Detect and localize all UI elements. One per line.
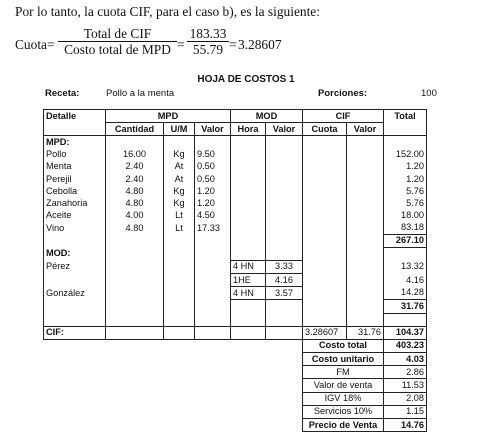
mpd-um: At	[164, 173, 195, 185]
cell-blank	[266, 149, 303, 161]
cell-blank	[347, 149, 384, 161]
mpd-cantidad: 16.00	[106, 149, 164, 161]
cell-blank	[303, 197, 347, 209]
mod-valor: 4.16	[266, 273, 303, 286]
cell-blank	[266, 222, 303, 235]
cell-blank	[231, 300, 266, 313]
cell-blank	[303, 234, 347, 247]
cell-empty	[44, 366, 303, 379]
header-detalle: Detalle	[44, 110, 106, 123]
cost-sheet-table	[43, 109, 427, 432]
summary-label: Precio de Venta	[303, 419, 384, 432]
cell-empty	[44, 392, 303, 405]
table-row	[44, 185, 427, 197]
cell-blank	[266, 326, 303, 339]
mpd-subtotal-row	[44, 234, 427, 247]
cell-blank	[266, 248, 303, 261]
formula-fraction-text	[58, 26, 177, 57]
cell-blank	[303, 210, 347, 222]
mpd-cantidad: 4.00	[106, 210, 164, 222]
cell-blank	[231, 210, 266, 222]
cell-blank	[384, 136, 427, 149]
cell-blank	[303, 273, 347, 286]
mod-total: 14.28	[384, 287, 427, 300]
summary-value: 2.86	[384, 366, 427, 379]
cell-blank	[266, 313, 303, 326]
mpd-total: 18.00	[384, 210, 427, 222]
cell-blank	[303, 248, 347, 261]
cif-section-label: CIF:	[44, 326, 106, 339]
mod-total: 13.32	[384, 260, 427, 273]
subheader-mod-valor: Valor	[266, 123, 303, 136]
summary-label: Costo total	[303, 339, 384, 352]
cell-blank	[231, 173, 266, 185]
table-row	[44, 273, 427, 286]
subheader-cantidad: Cantidad	[106, 123, 164, 136]
cell-empty	[44, 405, 303, 418]
summary-label: Costo unitario	[303, 353, 384, 366]
cell-blank	[164, 273, 195, 286]
cell-blank	[195, 300, 231, 313]
blank-row	[44, 313, 427, 326]
mpd-total: 1.20	[384, 173, 427, 185]
mpd-um: Kg	[164, 149, 195, 161]
header-cif: CIF	[303, 110, 384, 123]
header-row-sub	[44, 123, 427, 136]
mod-hora: 4 HN	[231, 287, 266, 300]
formula-fraction-values	[187, 26, 229, 57]
mod-subtotal: 31.76	[384, 300, 427, 313]
summary-value: 11.53	[384, 379, 427, 392]
intro-text: Por lo tanto, la cuota CIF, para el caso b), es la siguiente:	[15, 4, 320, 19]
mpd-total: 5.76	[384, 197, 427, 209]
cell-blank	[195, 234, 231, 247]
cell-blank	[106, 248, 164, 261]
formula-denominator-value: 55.79	[192, 42, 224, 57]
summary-row	[44, 339, 427, 352]
subheader-cif-valor: Valor	[347, 123, 384, 136]
cell-blank	[347, 287, 384, 300]
cell-blank	[303, 260, 347, 273]
cell-blank	[106, 326, 164, 339]
summary-row	[44, 366, 427, 379]
cell-blank	[106, 260, 164, 273]
table-row	[44, 287, 427, 300]
cell-blank	[266, 161, 303, 173]
mpd-valor: 1.20	[195, 185, 231, 197]
cell-blank	[164, 287, 195, 300]
mpd-um: Lt	[164, 210, 195, 222]
cell-blank	[303, 222, 347, 235]
mpd-valor: 17.33	[195, 222, 231, 235]
summary-row	[44, 392, 427, 405]
mod-item-name: Pérez	[44, 260, 106, 273]
cell-blank	[106, 287, 164, 300]
cell-blank	[347, 197, 384, 209]
cell-blank	[44, 234, 106, 247]
table-row	[44, 173, 427, 185]
cell-blank	[303, 287, 347, 300]
summary-row	[44, 353, 427, 366]
cell-blank	[106, 136, 164, 149]
mpd-section-label: MPD:	[44, 136, 106, 149]
cell-blank	[195, 260, 231, 273]
cell-blank	[303, 173, 347, 185]
summary-label: Valor de venta	[303, 379, 384, 392]
cell-blank	[44, 300, 106, 313]
table-row	[44, 197, 427, 209]
cell-blank	[266, 210, 303, 222]
cost-sheet-title: HOJA DE COSTOS 1	[197, 74, 295, 85]
mpd-cantidad: 2.40	[106, 173, 164, 185]
mpd-valor: 0.50	[195, 161, 231, 173]
cif-total: 104.37	[384, 326, 427, 339]
cell-blank	[347, 185, 384, 197]
cell-blank	[303, 161, 347, 173]
cell-blank	[231, 248, 266, 261]
header-row-groups	[44, 110, 427, 123]
mpd-subtotal: 267.10	[384, 234, 427, 247]
cell-blank	[164, 136, 195, 149]
recipe-label: Receta:	[45, 88, 80, 99]
mpd-label-row	[44, 136, 427, 149]
portions-value: 100	[421, 88, 437, 99]
cell-blank	[266, 185, 303, 197]
cell-blank	[231, 197, 266, 209]
mod-item-name	[44, 273, 106, 286]
cell-blank	[266, 173, 303, 185]
cell-blank	[347, 300, 384, 313]
cell-blank	[384, 248, 427, 261]
header-mod: MOD	[231, 110, 303, 123]
cell-blank	[347, 234, 384, 247]
cell-blank	[303, 149, 347, 161]
cif-valor: 31.76	[347, 326, 384, 339]
cell-blank	[347, 136, 384, 149]
cell-blank	[347, 260, 384, 273]
cell-blank	[347, 222, 384, 235]
summary-value: 2.08	[384, 392, 427, 405]
subheader-cuota: Cuota	[303, 123, 347, 136]
table-row	[44, 210, 427, 222]
table-row	[44, 260, 427, 273]
table-row	[44, 149, 427, 161]
mpd-valor: 0.50	[195, 173, 231, 185]
cell-blank	[384, 313, 427, 326]
cell-blank	[347, 313, 384, 326]
mpd-um: Kg	[164, 197, 195, 209]
cell-blank	[106, 300, 164, 313]
summary-value: 4.03	[384, 353, 427, 366]
cell-blank	[195, 326, 231, 339]
subheader-um: U/M	[164, 123, 195, 136]
summary-value: 14.76	[384, 419, 427, 432]
cell-blank	[164, 248, 195, 261]
cell-blank	[231, 149, 266, 161]
cell-blank	[106, 273, 164, 286]
cell-blank	[303, 136, 347, 149]
formula-result: 3.28607	[238, 37, 282, 52]
mpd-valor: 4.50	[195, 210, 231, 222]
cell-blank	[266, 197, 303, 209]
mpd-item-name: Vino	[44, 222, 106, 235]
cell-blank	[231, 222, 266, 235]
subheader-total-blank	[384, 123, 427, 136]
cell-blank	[303, 313, 347, 326]
cell-blank	[266, 234, 303, 247]
mod-valor: 3.33	[266, 260, 303, 273]
mpd-item-name: Perejil	[44, 173, 106, 185]
subheader-mpd-valor: Valor	[195, 123, 231, 136]
cell-blank	[164, 300, 195, 313]
cell-empty	[44, 419, 303, 432]
formula-equals-2: =	[229, 37, 237, 52]
cell-blank	[164, 260, 195, 273]
mpd-item-name: Aceite	[44, 210, 106, 222]
summary-value: 1.15	[384, 405, 427, 418]
mod-subtotal-row	[44, 300, 427, 313]
cell-blank	[231, 234, 266, 247]
mpd-item-name: Cebolla	[44, 185, 106, 197]
subheader-hora: Hora	[231, 123, 266, 136]
cell-blank	[266, 300, 303, 313]
header-detalle-blank	[44, 123, 106, 136]
formula-equals-1: =	[177, 37, 185, 52]
cell-blank	[303, 300, 347, 313]
cell-blank	[266, 136, 303, 149]
mod-section-label: MOD:	[44, 248, 106, 261]
summary-label: FM	[303, 366, 384, 379]
cell-blank	[347, 161, 384, 173]
cell-blank	[106, 313, 164, 326]
cell-blank	[347, 173, 384, 185]
cif-row	[44, 326, 427, 339]
mpd-cantidad: 2.40	[106, 161, 164, 173]
cell-blank	[195, 273, 231, 286]
cell-blank	[106, 234, 164, 247]
summary-row	[44, 379, 427, 392]
mod-valor: 3.57	[266, 287, 303, 300]
table-row	[44, 161, 427, 173]
mod-total: 4.16	[384, 273, 427, 286]
mod-hora: 4 HN	[231, 260, 266, 273]
mod-hora: 1HE	[231, 273, 266, 286]
cell-blank	[195, 287, 231, 300]
cell-blank	[347, 273, 384, 286]
cell-blank	[347, 210, 384, 222]
mpd-total: 152.00	[384, 149, 427, 161]
mpd-item-name: Menta	[44, 161, 106, 173]
cell-blank	[303, 185, 347, 197]
summary-value: 403.23	[384, 339, 427, 352]
cell-blank	[195, 313, 231, 326]
header-total: Total	[384, 110, 427, 123]
table-row	[44, 222, 427, 235]
portions-label: Porciones:	[318, 88, 368, 99]
mpd-valor: 9.50	[195, 149, 231, 161]
cell-blank	[195, 248, 231, 261]
cell-empty	[44, 379, 303, 392]
formula-numerator-value: 183.33	[187, 26, 229, 42]
header-mpd: MPD	[106, 110, 231, 123]
mpd-cantidad: 4.80	[106, 197, 164, 209]
mpd-cantidad: 4.80	[106, 185, 164, 197]
mpd-item-name: Zanahoria	[44, 197, 106, 209]
summary-label: IGV 18%	[303, 392, 384, 405]
cell-blank	[231, 185, 266, 197]
cell-blank	[164, 234, 195, 247]
mpd-item-name: Pollo	[44, 149, 106, 161]
cell-blank	[231, 136, 266, 149]
cell-empty	[44, 339, 303, 352]
mpd-total: 83.18	[384, 222, 427, 235]
mpd-um: Lt	[164, 222, 195, 235]
cell-blank	[347, 248, 384, 261]
cell-blank	[164, 313, 195, 326]
cell-blank	[44, 313, 106, 326]
cell-blank	[195, 136, 231, 149]
summary-row	[44, 419, 427, 432]
cif-cuota: 3.28607	[303, 326, 347, 339]
formula-lhs: Cuota=	[15, 37, 55, 52]
cell-blank	[231, 326, 266, 339]
mpd-cantidad: 4.80	[106, 222, 164, 235]
formula-numerator-text: Total de CIF	[58, 26, 177, 42]
cell-blank	[164, 326, 195, 339]
mod-item-name: González	[44, 287, 106, 300]
summary-row	[44, 405, 427, 418]
formula-denominator-text: Costo total de MPD	[64, 42, 171, 57]
recipe-value: Pollo a la menta	[106, 88, 175, 99]
mod-label-row	[44, 248, 427, 261]
mpd-um: At	[164, 161, 195, 173]
summary-label: Servicios 10%	[303, 405, 384, 418]
cell-blank	[231, 161, 266, 173]
cell-blank	[231, 313, 266, 326]
mpd-um: Kg	[164, 185, 195, 197]
mpd-total: 5.76	[384, 185, 427, 197]
cell-empty	[44, 353, 303, 366]
mpd-valor: 1.20	[195, 197, 231, 209]
mpd-total: 1.20	[384, 161, 427, 173]
